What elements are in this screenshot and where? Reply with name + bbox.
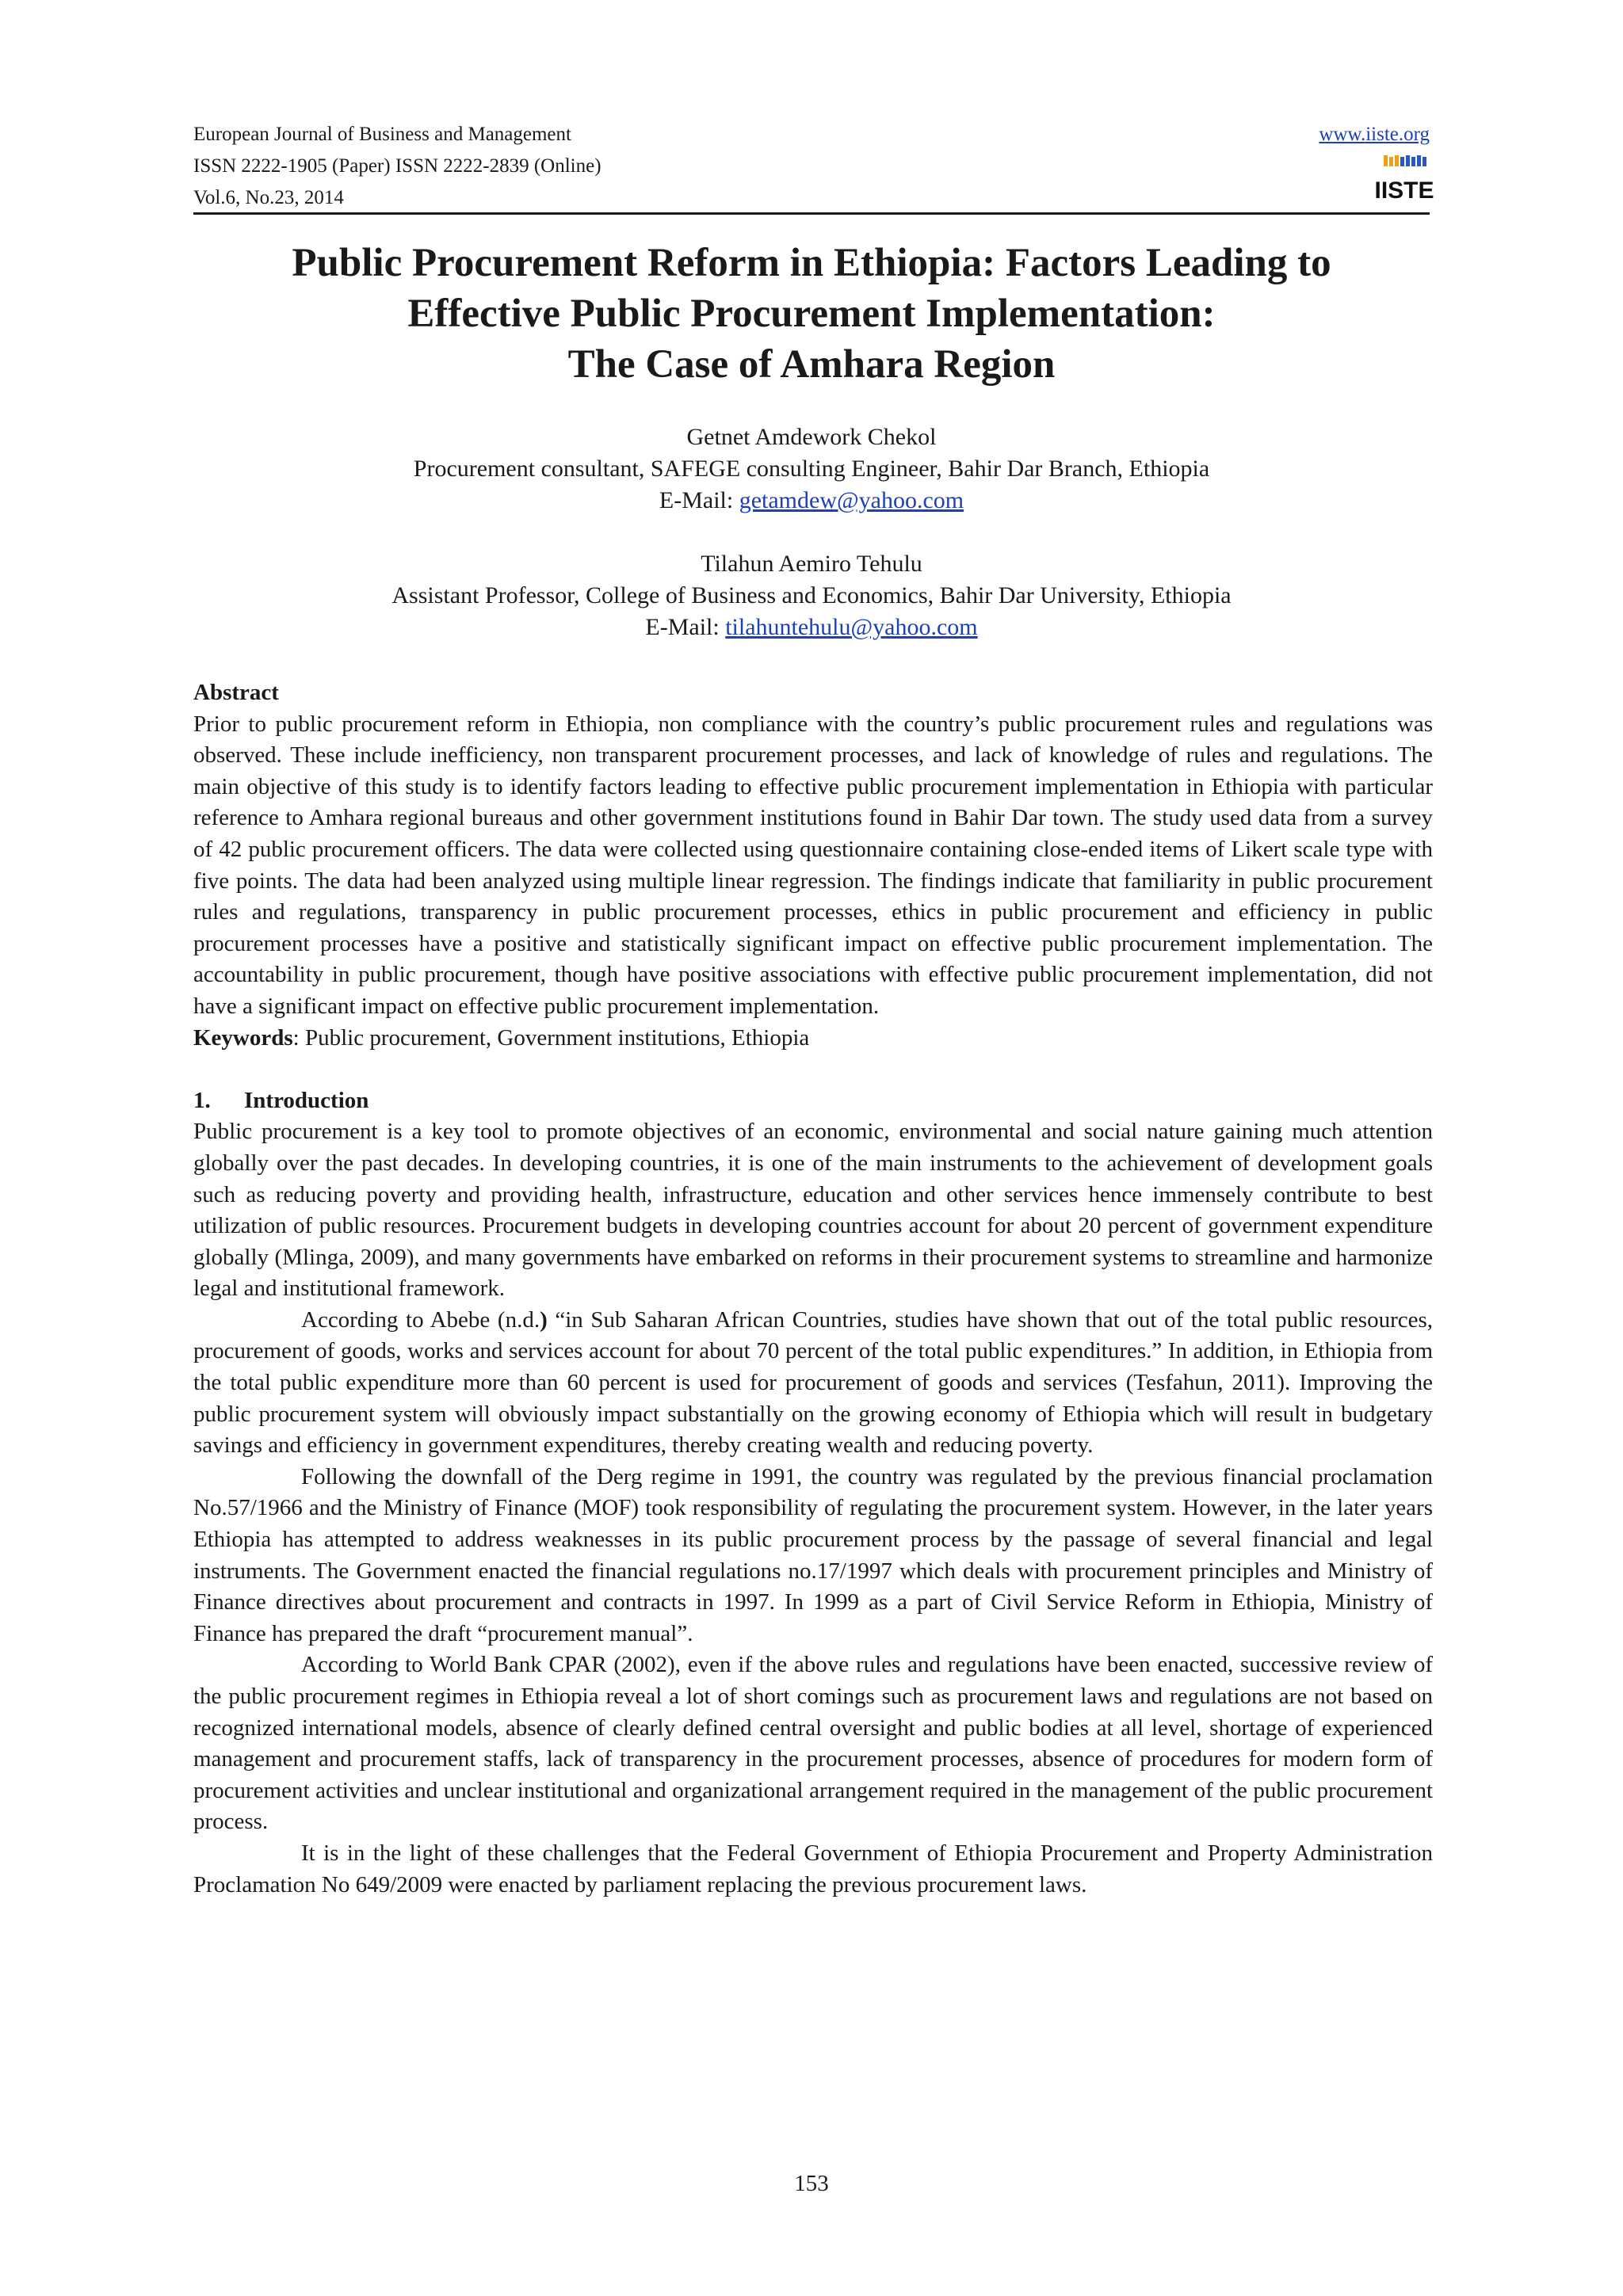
paper-title [193,238,1430,390]
abstract-text: Prior to public procurement reform in Ethiopia, non compliance with the country’s public procurement rules and regulations was observed. These include inefficiency, non transparent procurement processes, and lack of knowledge of rules and regulations. The main objective of this study is to identify factors leading to effective public procurement implementation in Ethiopia with particular reference to Amhara regional bureaus and other government institutions found in Bahir Dar town. The study used data from a survey of 42 public procurement officers. The data were collected using questionnaire containing close-ended items of Likert scale type with five points. The data had been analyzed using multiple linear regression. The findings indicate that familiarity in public procurement rules and regulations, transparency in public procurement processes, ethics in public procurement and efficiency in public procurement processes have a positive and statistically significant impact on effective public procurement implementation. The accountability in public procurement, though have positive associations with effective public procurement implementation, did not have a significant impact on effective public procurement implementation. [193,711,1433,1019]
author-email-line [193,612,1430,643]
intro-paragraph-2 [193,1305,1433,1462]
author-affiliation: Assistant Professor, College of Business and Economics, Bahir Dar University, Ethiopia [391,582,1232,608]
keywords-label: Keywords [193,1024,293,1051]
journal-name: European Journal of Business and Management [193,124,571,145]
journal-url-link[interactable]: www.iiste.org [1319,124,1430,145]
page-number: 153 [794,2171,829,2196]
keywords-text: : Public procurement, Government institutions, Ethiopia [292,1024,810,1051]
svg-text:IISTE: IISTE [1374,177,1434,204]
author-block [193,421,1430,643]
author-name: Getnet Amdework Chekol [686,424,937,450]
author-name: Tilahun Aemiro Tehulu [701,551,922,577]
author-email-link[interactable]: tilahuntehulu@yahoo.com [725,614,978,640]
journal-header [193,119,1434,208]
intro-paragraph-1: Public procurement is a key tool to promote objectives of an economic, environmental and social nature gaining much attention globally over the past decades. In developing countries, it is one of the main instruments to the achievement of development goals such as reducing poverty and providing health, infrastructure, education and other services hence immensely contribute to best utilization of public resources. Procurement budgets in developing countries account for about 20 percent of government expenditure globally (Mlinga, 2009), and many governments have embarked on reforms in their procurement systems to streamline and harmonize legal and institutional framework. [193,1119,1433,1302]
keywords-line [193,1023,1433,1055]
paragraph-text: According to Abebe (n.d. [301,1306,540,1333]
section-number: 1. [193,1087,211,1113]
paragraph-text-bold: ) [540,1306,548,1333]
email-label: E-Mail: [645,614,726,640]
author-affiliation: Procurement consultant, SAFEGE consulting Engineer, Bahir Dar Branch, Ethiopia [413,456,1210,482]
introduction-heading [193,1085,1433,1117]
intro-paragraph-5: It is in the light of these challenges that the Federal Government of Ethiopia Procurement and Property Administration Proclamation No 649/2009 were enacted by parliament replacing the previous procurement laws. [193,1840,1433,1897]
header-rule [193,212,1430,215]
paper-body [193,677,1433,1901]
paragraph-text: “in Sub Saharan African Countries, studies have shown that out of the total public resources, procurement of goods, works and services account for about 70 percent of the total public expenditures.” In addition, in Ethiopia from the total public expenditure more than 60 percent is used for procurement of goods and services (Tesfahun, 2011). Improving the public procurement system will obviously impact substantially on the growing economy of Ethiopia which will result in budgetary savings and efficiency in government expenditures, thereby creating wealth and reducing poverty. [193,1306,1433,1459]
title-line-2: Effective Public Procurement Implementation: [407,292,1216,336]
email-label: E-Mail: [659,487,739,513]
journal-issn: ISSN 2222-1905 (Paper) ISSN 2222-2839 (Online) [193,155,601,177]
journal-volume: Vol.6, No.23, 2014 [193,187,344,208]
author-email-link[interactable]: getamdew@yahoo.com [739,487,964,513]
section-title: Introduction [244,1087,369,1113]
author-email-line [193,485,1430,517]
iiste-logo-icon [1374,154,1434,204]
title-line-1: Public Procurement Reform in Ethiopia: Factors Leading to [292,241,1331,285]
intro-paragraph-4: According to World Bank CPAR (2002), even if the above rules and regulations have been enacted, successive review of the public procurement regimes in Ethiopia reveal a lot of short comings such as procurement laws and regulations are not based on recognized international models, absence of clearly defined central oversight and public bodies at all level, shortage of experienced management and procurement staffs, lack of transparency in the procurement processes, absence of procedures for modern form of procurement activities and unclear institutional and organizational arrangement required in the management of the public procurement process. [193,1652,1433,1835]
title-line-3: The Case of Amhara Region [567,342,1056,387]
abstract-heading: Abstract [193,680,279,705]
intro-paragraph-3: Following the downfall of the Derg regime in 1991, the country was regulated by the previous financial proclamation No.57/1966 and the Ministry of Finance (MOF) took responsibility of regulating the procurement system. However, in the later years Ethiopia has attempted to address weaknesses in its public procurement process by the passage of several financial and legal instruments. The Government enacted the financial regulations no.17/1997 which deals with procurement principles and Ministry of Finance directives about procurement and contracts in 1997. In 1999 as a part of Civil Service Reform in Ethiopia, Ministry of Finance has prepared the draft “procurement manual”. [193,1463,1433,1646]
